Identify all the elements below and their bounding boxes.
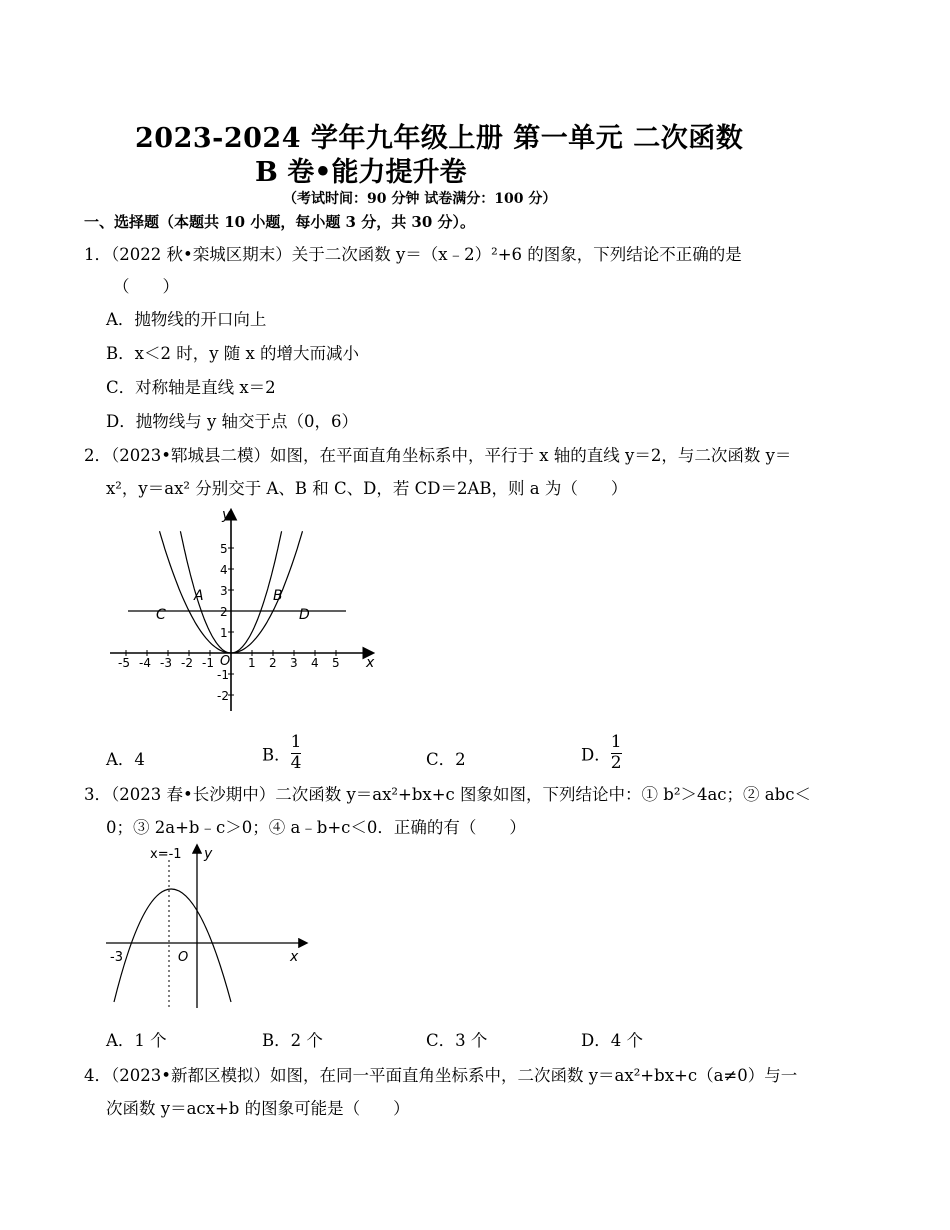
axis-of-symmetry-label: x=-1: [150, 847, 182, 862]
question-stem: 如图，在平面直角坐标系中，平行于 x 轴的直线 y＝2，与二次函数 y＝: [269, 446, 792, 465]
question-stem-line2: 0；③ 2a+b﹣c＞0；④ a﹣b+c＜0．正确的有（ ）: [106, 818, 526, 837]
exam-title-line2: B 卷•能力提升卷: [255, 157, 467, 188]
origin-label: O: [220, 654, 231, 669]
option-d: D． $\frac{1}{2}$: [581, 732, 622, 773]
y-tick-label: 2: [220, 605, 228, 619]
axis-label-y: y: [204, 846, 213, 862]
y-tick-label: 5: [220, 542, 228, 556]
option-a: A．抛物线的开口向上: [106, 310, 267, 329]
question-source: （2023•新都区模拟）: [111, 1066, 270, 1085]
x-tick-label: 5: [332, 656, 340, 670]
y-tick-label: 4: [220, 563, 228, 577]
question-source: （2022 秋•栾城区期末）: [111, 245, 292, 264]
option-b: B． $\frac{1}{4}$: [262, 732, 302, 773]
question-stem: 的图象，下列结论不正确的是: [522, 245, 742, 264]
point-label-b: B: [273, 588, 283, 604]
y-tick-label: 3: [220, 584, 228, 598]
option-d: D．抛物线与 y 轴交于点（0，6）: [106, 412, 359, 431]
axis-label-y: y: [222, 507, 231, 523]
x-tick-label: 2: [269, 656, 277, 670]
x-tick-label: -1: [202, 656, 214, 670]
question-source: （2023•郓城县二模）: [111, 446, 270, 465]
x-tick-label: -2: [181, 656, 193, 670]
x-tick-label: 4: [311, 656, 319, 670]
axis-label-x: x: [290, 949, 299, 965]
x-tick-label: 3: [290, 656, 298, 670]
figure-q2-parabolas: [106, 505, 386, 715]
question-stem: 如图，在同一平面直角坐标系中，二次函数 y＝ax²+bx+c（a≠0）与一: [269, 1066, 798, 1085]
option-b: B．2 个: [262, 1031, 323, 1050]
option-d: D．4 个: [581, 1031, 643, 1050]
figure-q3-parabola: [100, 842, 320, 1012]
y-tick-label: -2: [217, 689, 229, 703]
x-tick-label: -4: [139, 656, 151, 670]
exam-info: （考试时间：90 分钟 试卷满分：100 分）: [283, 191, 557, 207]
point-label-d: D: [299, 607, 310, 623]
x-tick-label: -5: [118, 656, 130, 670]
x-tick-label: -3: [160, 656, 172, 670]
fraction-one-quarter: $\frac{1}{4}$: [290, 732, 302, 773]
option-c: C．对称轴是直线 x＝2: [106, 378, 276, 397]
question-stem-line2: x²，y＝ax² 分别交于 A、B 和 C、D，若 CD＝2AB，则 a 为（ ）: [106, 479, 628, 498]
parabola-curve: [114, 889, 231, 1002]
origin-label: O: [178, 950, 189, 965]
answer-blank: （ ）: [113, 277, 179, 296]
question-formula: y＝（x﹣2）²+6: [395, 245, 523, 264]
option-c: C．3 个: [426, 1031, 488, 1050]
y-tick-label: -1: [217, 668, 229, 682]
option-c: C．2: [426, 750, 466, 769]
fraction-one-half: $\frac{1}{2}$: [610, 732, 622, 773]
option-a: A．4: [106, 750, 145, 769]
question-number: 4．: [84, 1066, 111, 1085]
question-stem: 关于二次函数: [291, 245, 396, 264]
option-a: A．1 个: [106, 1031, 167, 1050]
x-tick-label: 1: [248, 656, 256, 670]
question-number: 1．: [84, 245, 111, 264]
point-label-c: C: [156, 607, 166, 623]
y-tick-label: 1: [220, 626, 228, 640]
question-number: 2．: [84, 446, 111, 465]
question-number: 3．: [84, 785, 111, 804]
axis-label-x: x: [366, 655, 375, 671]
exam-title-line1: 2023-2024 学年九年级上册 第一单元 二次函数: [135, 123, 744, 154]
question-stem: 二次函数 y＝ax²+bx+c 图象如图，下列结论中：① b²＞4ac；② abc＜: [275, 785, 811, 804]
question-stem-line2: 次函数 y＝acx+b 的图象可能是（ ）: [106, 1099, 410, 1118]
root-label: -3: [110, 950, 123, 965]
question-source: （2023 春•长沙期中）: [111, 785, 276, 804]
section-heading: 一、选择题（本题共 10 小题，每小题 3 分，共 30 分）。: [84, 213, 476, 231]
point-label-a: A: [194, 588, 204, 604]
option-b: B．x＜2 时，y 随 x 的增大而减小: [106, 344, 360, 363]
